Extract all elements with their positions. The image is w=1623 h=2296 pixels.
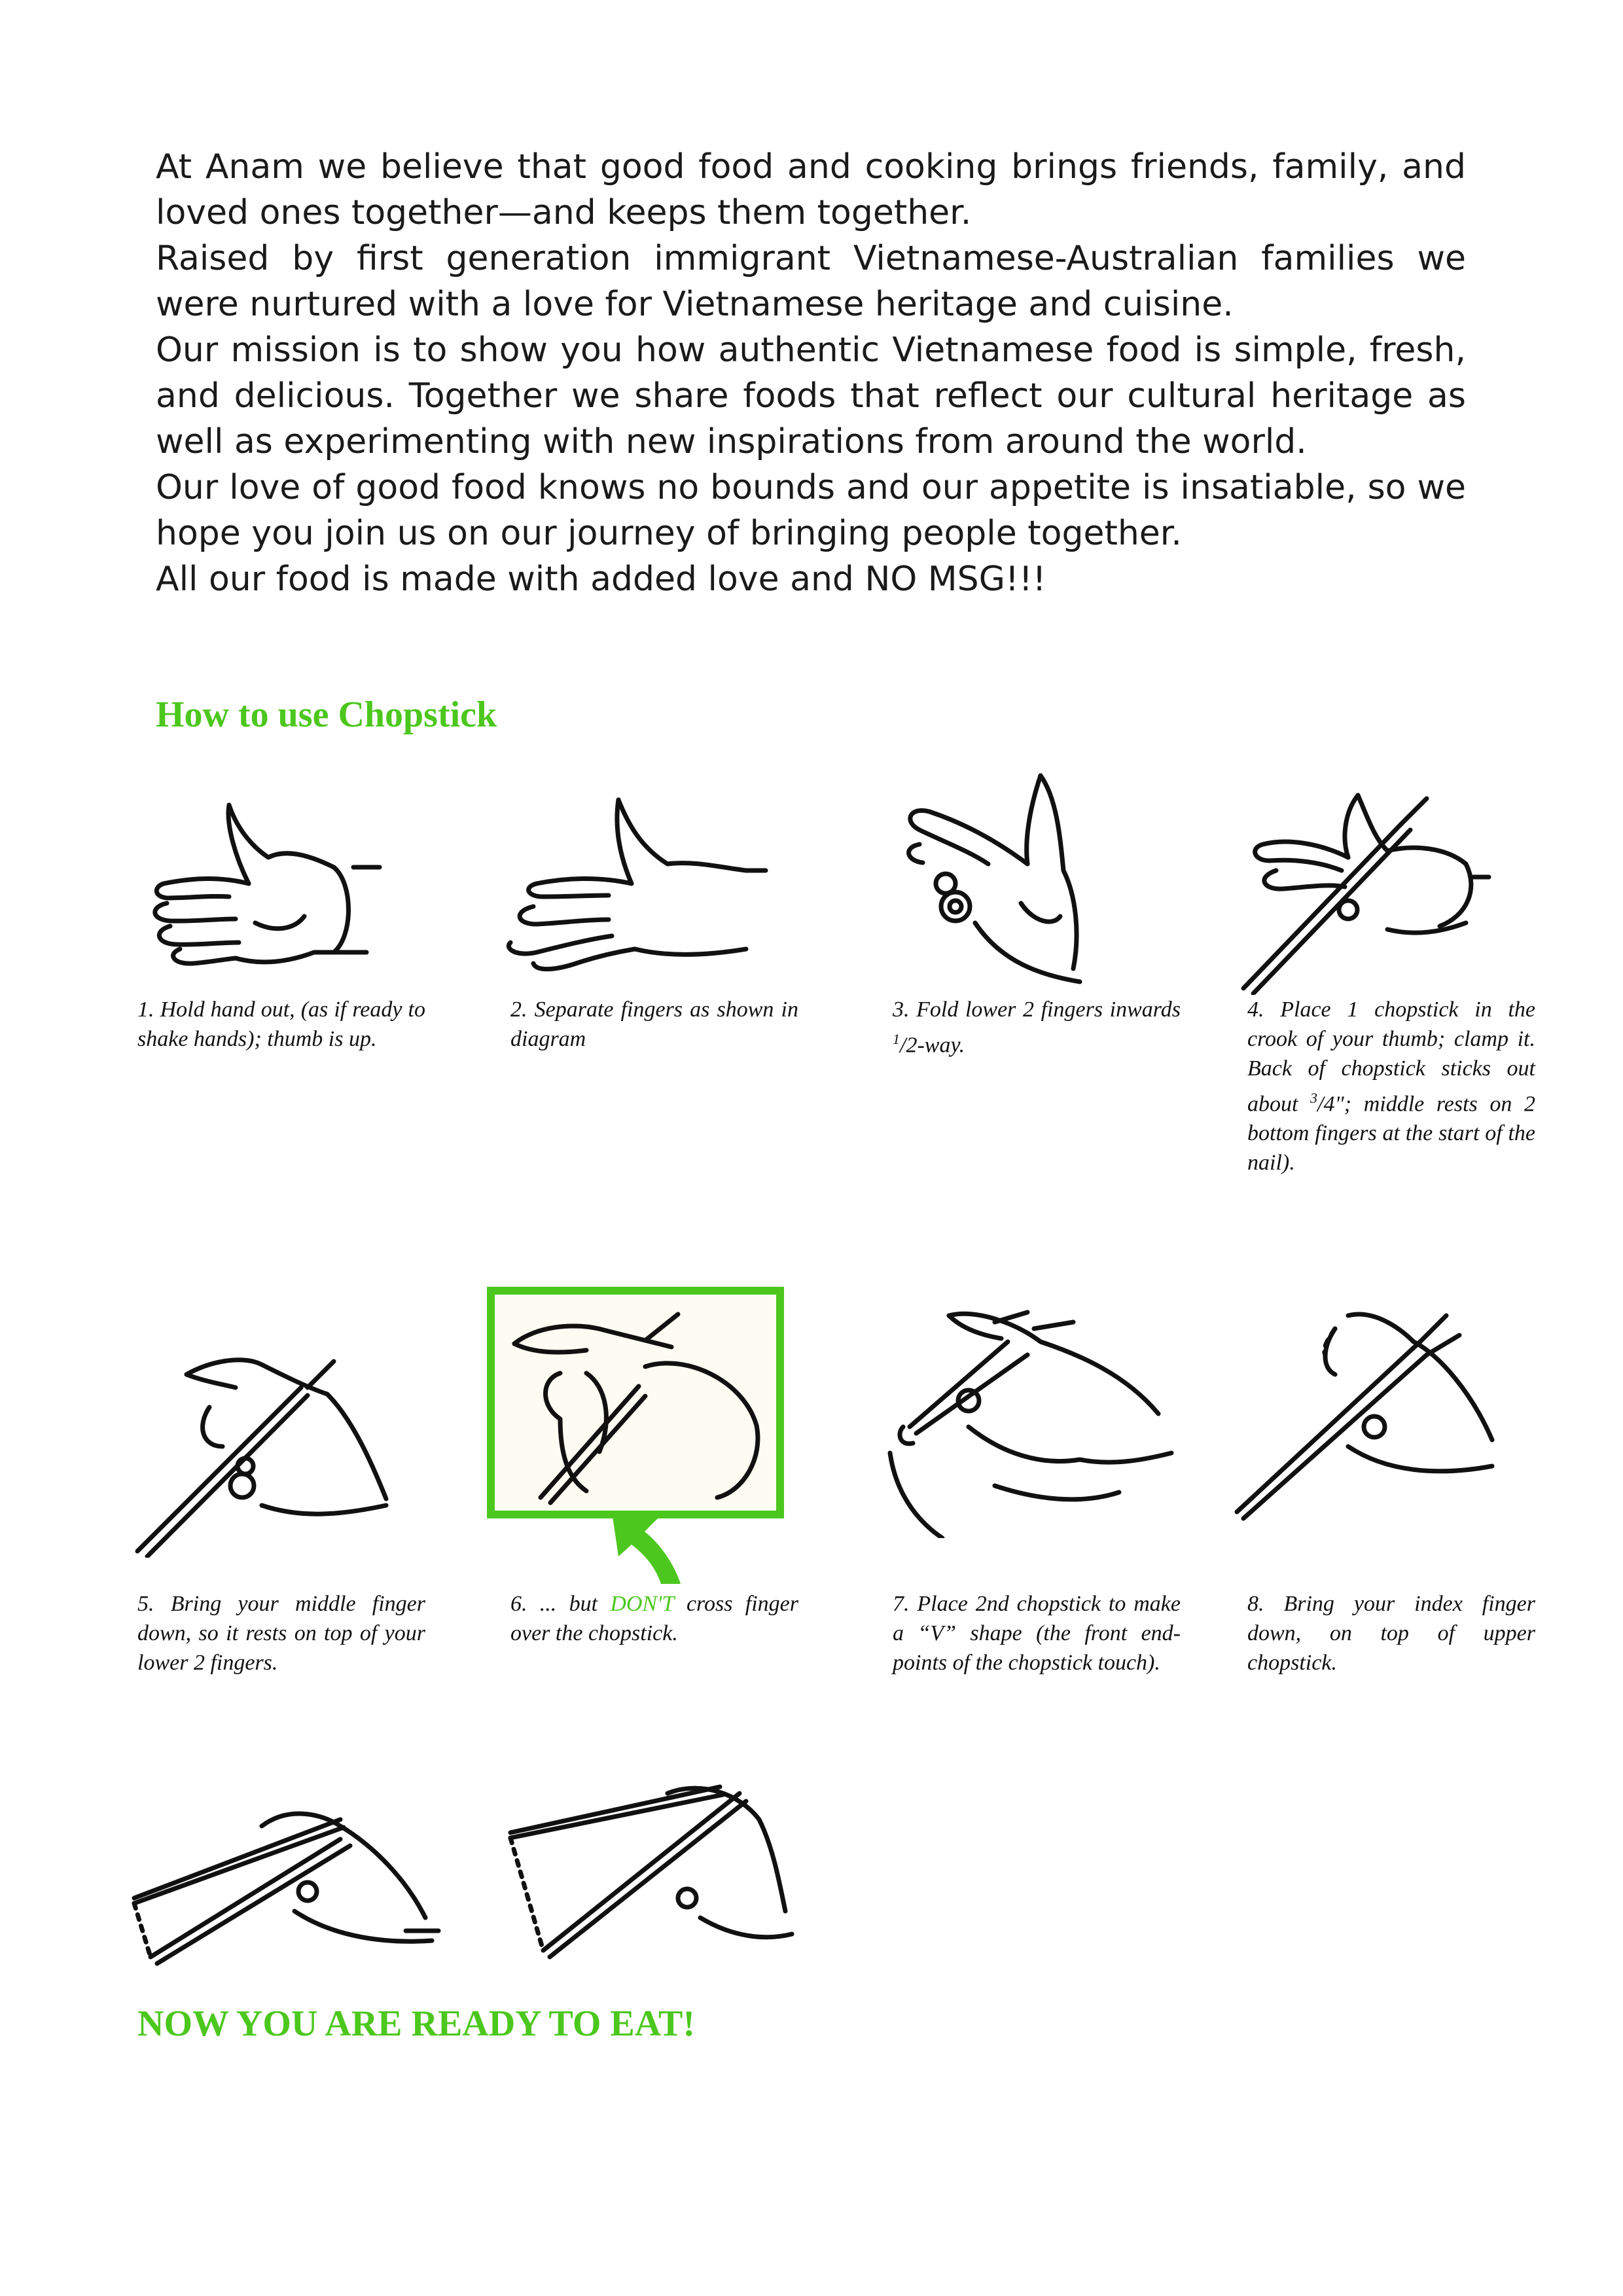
step-2-caption: 2. Separate fingers as shown in diagram (510, 997, 798, 1051)
open-hand-icon (137, 785, 399, 982)
intro-paragraph-4: Our love of good food knows no bounds and our appetite is insatiable, so we hope you join us on our journey of bringing people together. (156, 468, 1466, 553)
step-4-fraction-rest: /4"; middle rests on 2 bottom fingers at the start of the nail). (1247, 1092, 1535, 1175)
step-6-text: 6. ... but (510, 1592, 611, 1616)
intro-paragraph-2: Raised by first generation immigrant Vietnamese-Australian families we were nurtured with a love for Vietnamese heritage and cuisine. (156, 239, 1466, 324)
step-4-text: 4. Place 1 chopstick in the crook of your thumb; clamp it. Back of chopstick sticks out about (1247, 997, 1535, 1117)
step-6-text-end: cross finger over the chopstick. (510, 1592, 798, 1645)
step-6-dont: DON'T (610, 1592, 674, 1616)
step-3-caption (893, 995, 1181, 1060)
intro-paragraph-5: All our food is made with added love and NO MSG!!! (156, 560, 1046, 599)
step-3-fraction-num: 1 (893, 1031, 900, 1047)
step-8-caption: 8. Bring your index finger down, on top of upper chopstick. (1247, 1592, 1535, 1675)
hand-v-shape-icon (883, 1302, 1178, 1538)
step-3-fraction-rest: /2-way. (900, 1033, 965, 1058)
hand-middle-finger-icon (131, 1335, 406, 1558)
intro-text (156, 144, 1466, 602)
section-heading: How to use Chopstick (156, 694, 497, 735)
intro-paragraph-3: Our mission is to show you how authentic Vietnamese food is simple, fresh, and delicious. Together we share foods that reflect our cultural heritage as well as experimenting with new inspirations from around the world. (156, 331, 1466, 461)
intro-paragraph-1: At Anam we believe that good food and cooking brings friends, family, and loved ones together—and keeps them together. (156, 147, 1466, 232)
hand-closed-chopsticks-icon (124, 1780, 445, 1977)
curved-arrow-icon (609, 1505, 694, 1590)
step-4-caption (1247, 995, 1535, 1177)
step-4-fraction-num: 3 (1310, 1090, 1318, 1106)
step-6-caption (510, 1589, 798, 1648)
step-7-caption: 7. Place 2nd chopstick to make a “V” shape (the front end-points of the chopstick touch). (893, 1592, 1181, 1675)
separated-fingers-hand-icon (497, 785, 772, 982)
step-1-caption: 1. Hold hand out, (as if ready to shake hands); thumb is up. (137, 997, 425, 1051)
ready-to-eat-heading: NOW YOU ARE READY TO EAT! (137, 2003, 696, 2044)
crossed-finger-icon (495, 1295, 776, 1511)
folded-fingers-hand-icon (890, 766, 1126, 988)
hand-one-chopstick-icon (1230, 785, 1492, 995)
hand-index-finger-icon (1230, 1302, 1505, 1525)
highlight-frame (487, 1287, 784, 1518)
hand-open-chopsticks-icon (504, 1767, 798, 1964)
step-3-text: 3. Fold lower 2 fingers inwards (893, 997, 1181, 1022)
step-5-caption: 5. Bring your middle finger down, so it rests on top of your lower 2 fingers. (137, 1592, 425, 1675)
